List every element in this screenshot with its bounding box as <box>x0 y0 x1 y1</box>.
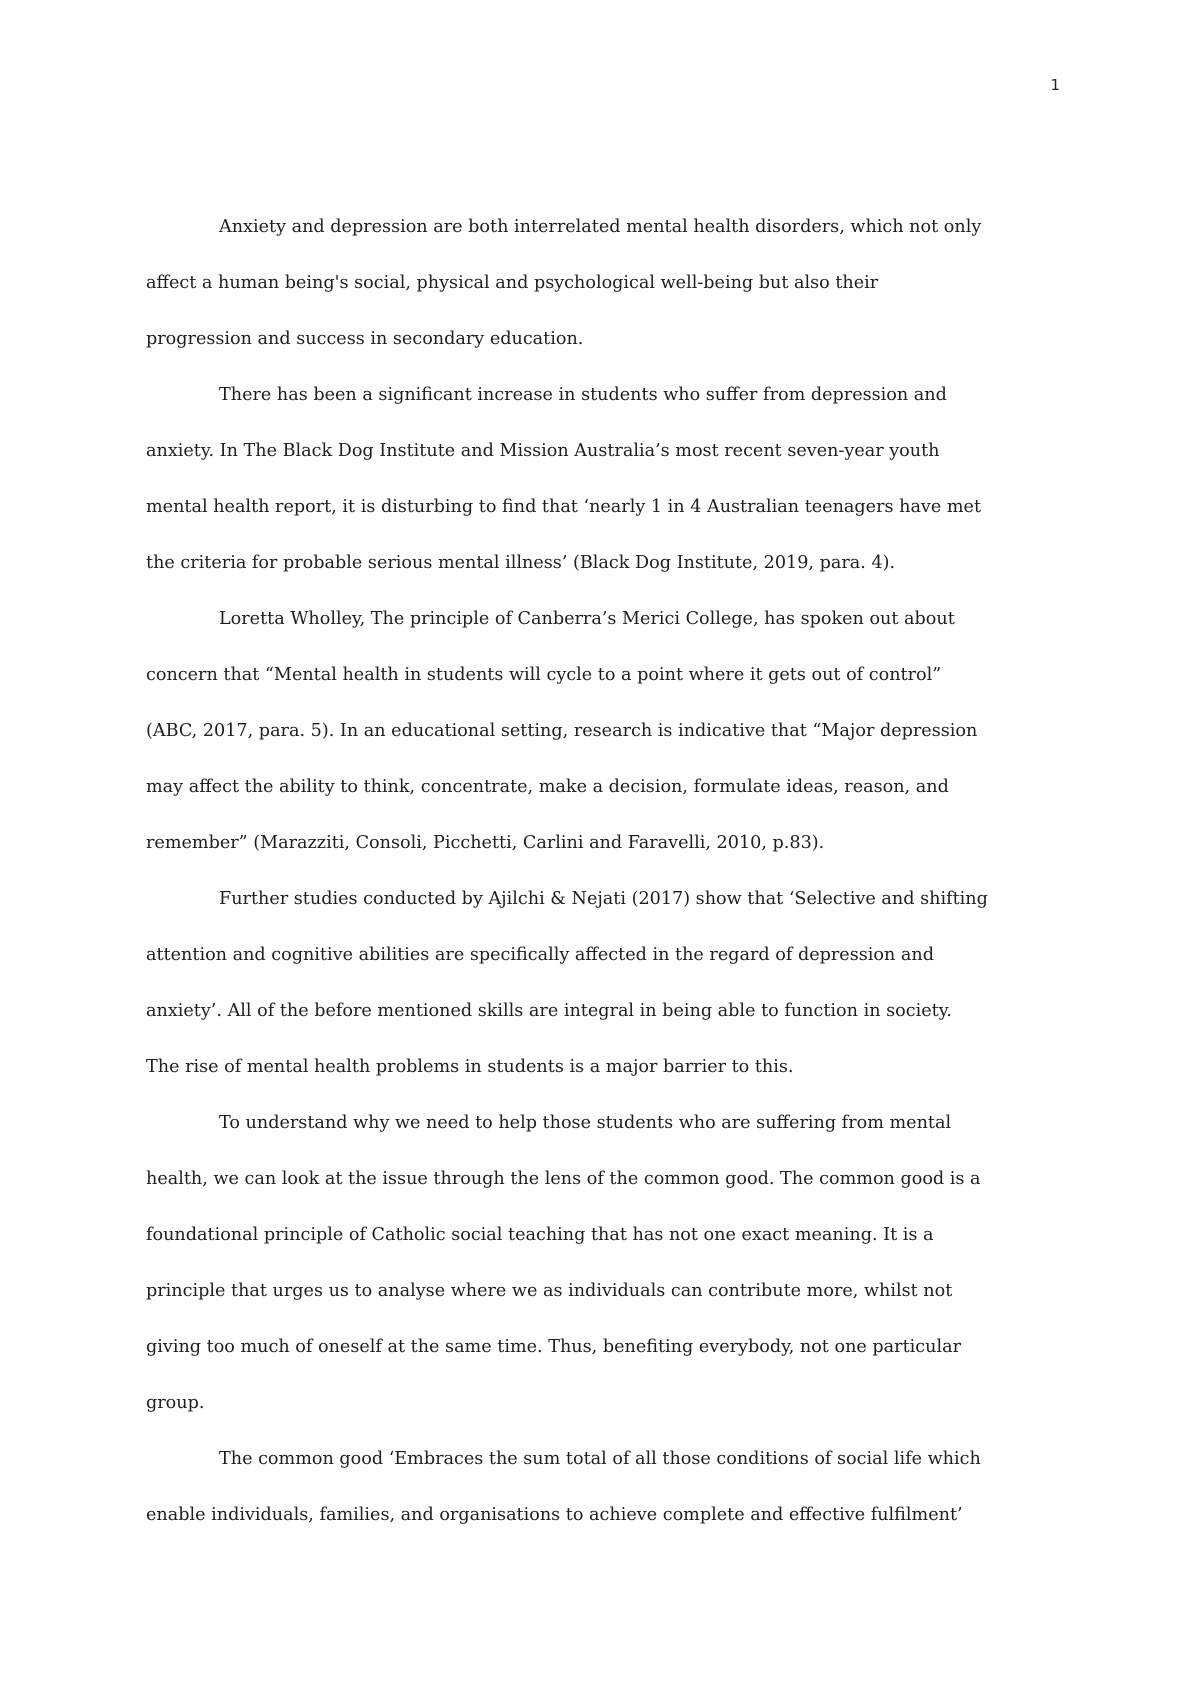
text-line: anxiety. In The Black Dog Institute and Mission Australia’s most recent seven-year youth <box>146 441 940 461</box>
paragraph-anxiety-depression <box>146 199 1068 367</box>
text-line: anxiety’. All of the before mentioned skills are integral in being able to function in society. <box>146 1001 952 1021</box>
text-line: progression and success in secondary education. <box>146 329 584 349</box>
paragraph-common-good-definition <box>146 1431 1068 1543</box>
paragraph-significant-increase <box>146 367 1068 591</box>
text-line: giving too much of oneself at the same time. Thus, benefiting everybody, not one particular <box>146 1337 961 1357</box>
text-line: foundational principle of Catholic social teaching that has not one exact meaning. It is a <box>146 1225 934 1245</box>
paragraph-loretta-wholley <box>146 591 1068 871</box>
document-body <box>146 199 1068 1543</box>
text-line: Further studies conducted by Ajilchi & Nejati (2017) show that ‘Selective and shifting <box>219 889 988 909</box>
text-line: group. <box>146 1393 205 1413</box>
text-line: Anxiety and depression are both interrelated mental health disorders, which not only <box>219 217 982 237</box>
text-line: attention and cognitive abilities are specifically affected in the regard of depression and <box>146 945 935 965</box>
text-line: (ABC, 2017, para. 5). In an educational setting, research is indicative that “Major depression <box>146 721 978 741</box>
paragraph-further-studies <box>146 871 1068 1095</box>
text-line: There has been a significant increase in students who suffer from depression and <box>219 385 947 405</box>
text-line: The common good ‘Embraces the sum total of all those conditions of social life which <box>219 1449 981 1469</box>
text-line: To understand why we need to help those students who are suffering from mental <box>219 1113 952 1133</box>
text-line: may affect the ability to think, concentrate, make a decision, formulate ideas, reason, and <box>146 777 949 797</box>
text-line: The rise of mental health problems in students is a major barrier to this. <box>146 1057 794 1077</box>
text-line: principle that urges us to analyse where we as individuals can contribute more, whilst not <box>146 1281 953 1301</box>
text-line: enable individuals, families, and organisations to achieve complete and effective fulfilment’ <box>146 1505 963 1525</box>
text-line: health, we can look at the issue through the lens of the common good. The common good is a <box>146 1169 981 1189</box>
text-line: mental health report, it is disturbing to find that ‘nearly 1 in 4 Australian teenagers have met <box>146 497 982 517</box>
text-line: remember” (Marazziti, Consoli, Picchetti, Carlini and Faravelli, 2010, p.83). <box>146 833 825 853</box>
page-number: 1 <box>1050 76 1060 94</box>
text-line: affect a human being's social, physical and psychological well-being but also their <box>146 273 879 293</box>
text-line: the criteria for probable serious mental illness’ (Black Dog Institute, 2019, para. 4). <box>146 553 896 573</box>
text-line: Loretta Wholley, The principle of Canberra’s Merici College, has spoken out about <box>219 609 955 629</box>
paragraph-common-good-lens <box>146 1095 1068 1431</box>
text-line: concern that “Mental health in students will cycle to a point where it gets out of control” <box>146 665 942 685</box>
